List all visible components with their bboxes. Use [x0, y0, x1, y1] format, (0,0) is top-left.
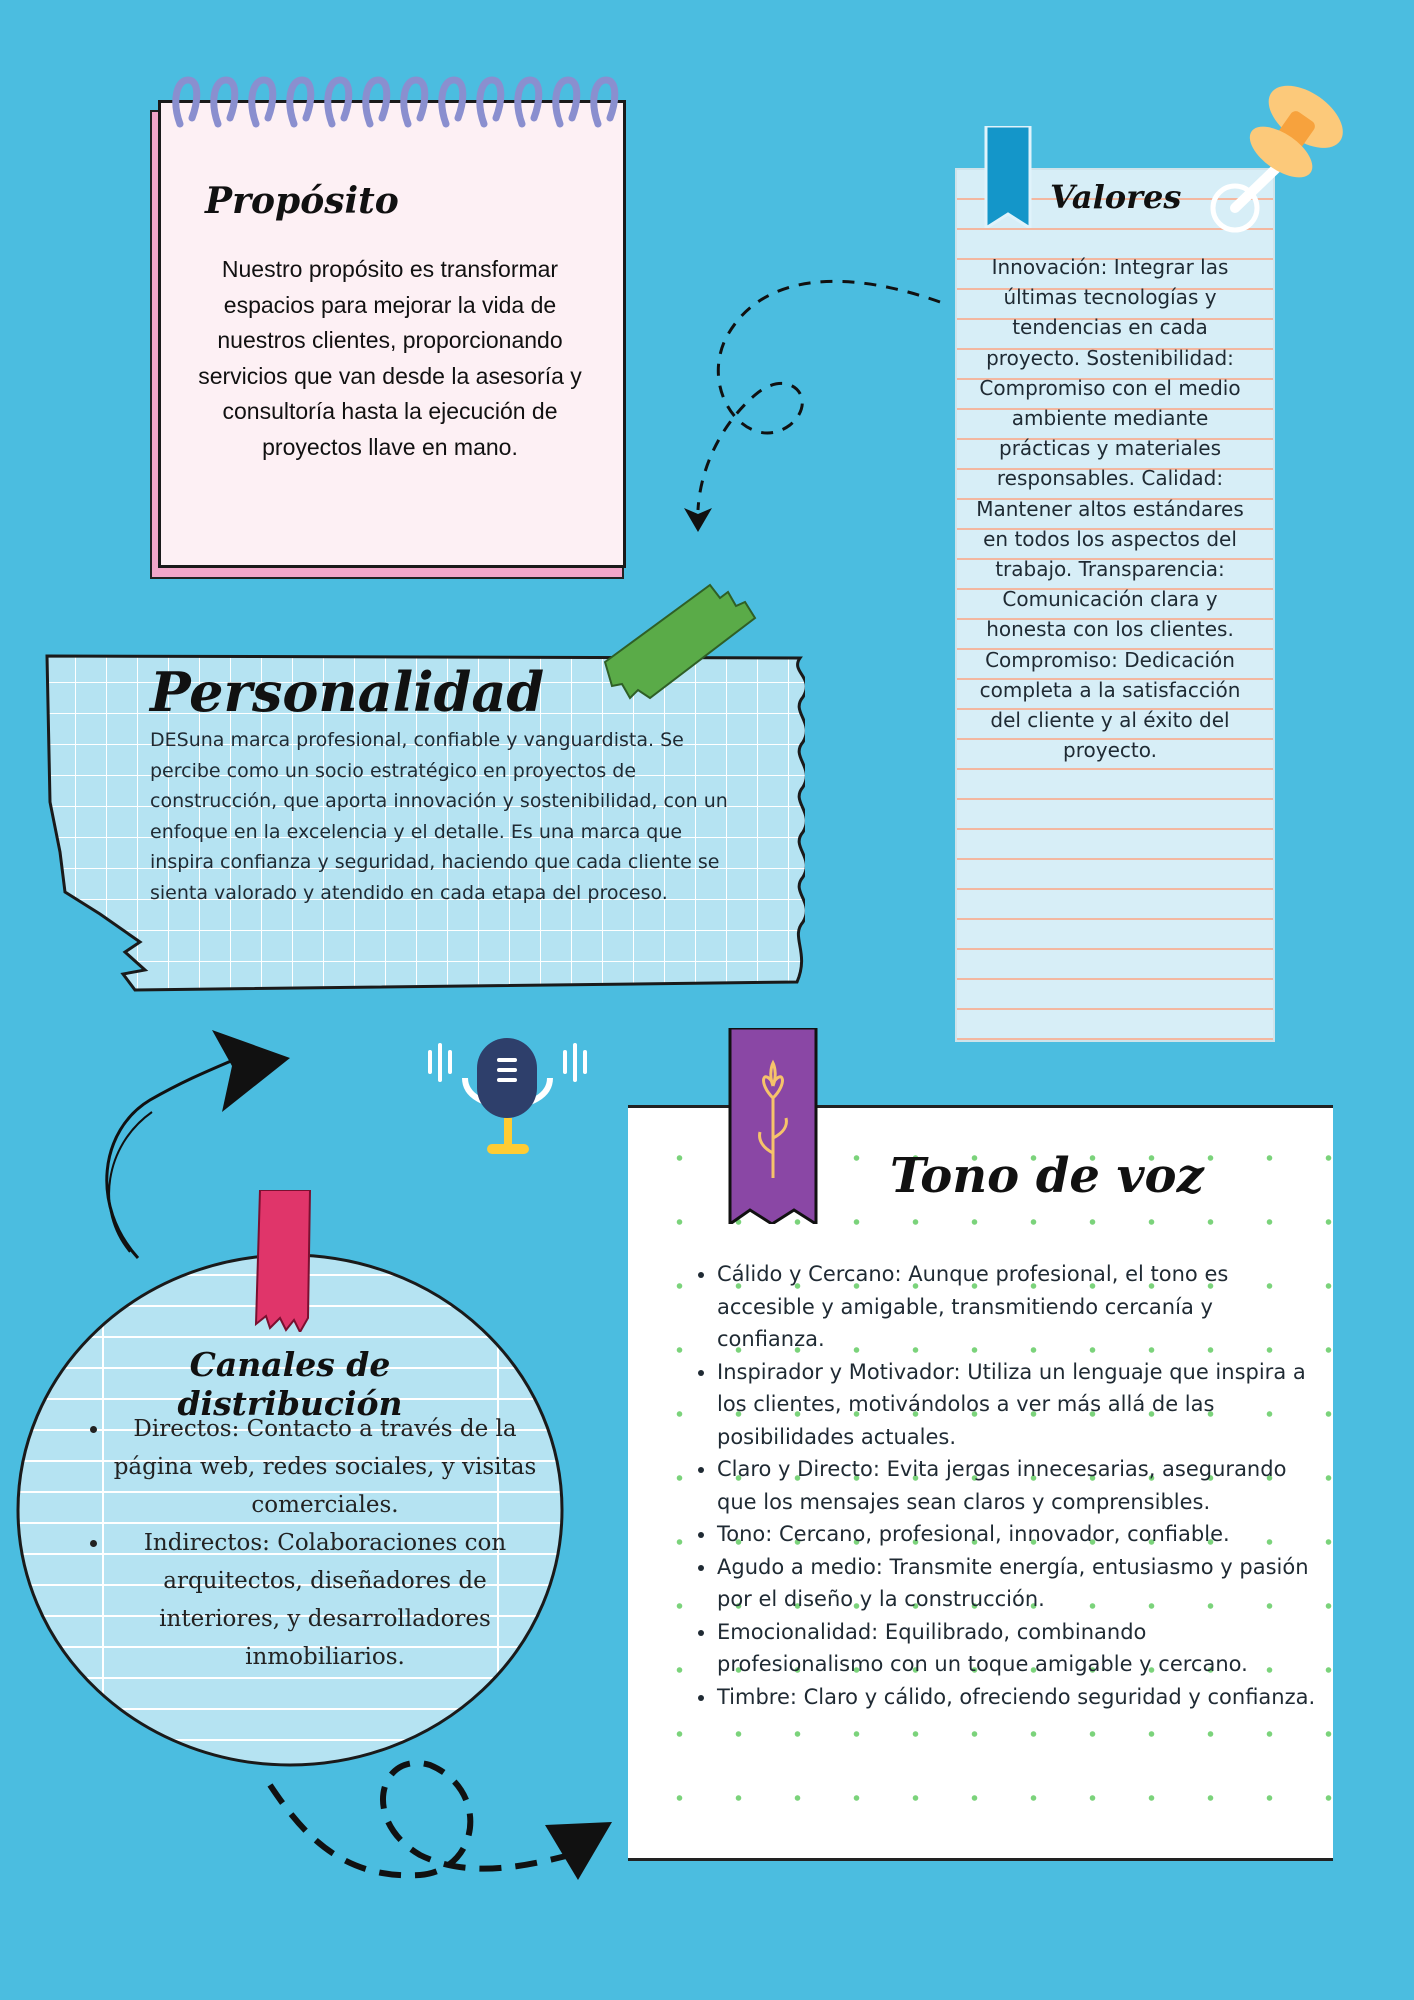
list-item: • Timbre: Claro y cálido, ofreciendo seguridad y confianza.	[717, 1681, 1317, 1714]
proposito-body: Nuestro propósito es transformar espacios para mejorar la vida de nuestros clientes, proporcionando servicios que van desde la asesoría y consultoría hasta la ejecución de proyectos llave en mano.	[198, 256, 582, 460]
valores-body: Innovación: Integrar las últimas tecnologías y tendencias en cada proyecto. Sostenibilidad: Compromiso con el medio ambiente mediante prácticas y materiales responsables. Calidad: Mantener altos estándares en todos los aspectos del trabajo. Transparencia: Comunicación clara y honesta con los clientes. Compromiso: Dedicación completa a la satisfacción del cliente y al éxito del proyecto.	[976, 255, 1244, 763]
microphone-icon	[425, 1030, 590, 1170]
list-item: • Agudo a medio: Transmite energía, entusiasmo y pasión por el diseño y la construcción.	[717, 1551, 1317, 1616]
proposito-title: Propósito	[205, 180, 399, 222]
list-item: • Emocionalidad: Equilibrado, combinando profesionalismo con un toque amigable y cercano.	[717, 1616, 1317, 1681]
push-pin-icon	[1190, 70, 1360, 240]
tono-title: Tono de voz	[890, 1148, 1204, 1204]
list-item: • Directos: Contacto a través de la página web, redes sociales, y visitas comerciales.	[110, 1410, 540, 1524]
valores-title: Valores	[1050, 178, 1182, 216]
purple-ribbon	[728, 1028, 818, 1224]
tono-list	[693, 1258, 1317, 1713]
list-item: • Cálido y Cercano: Aunque profesional, el tono es accesible y amigable, transmitiendo cercanía y confianza.	[717, 1258, 1317, 1356]
list-item: • Indirectos: Colaboraciones con arquitectos, diseñadores de interiores, y desarrolladores inmobiliarios.	[110, 1524, 540, 1676]
spiral-rings	[172, 72, 622, 142]
canales-title: Canales de distribución	[177, 1345, 403, 1423]
canales-list	[70, 1410, 540, 1676]
list-item: • Tono: Cercano, profesional, innovador, confiable.	[717, 1518, 1317, 1551]
red-tape	[252, 1190, 314, 1332]
personalidad-title: Personalidad	[150, 660, 545, 724]
list-item: • Inspirador y Motivador: Utiliza un lenguaje que inspira a los clientes, motivándolos a ver más allá de las posibilidades actuales.	[717, 1356, 1317, 1454]
list-item: • Claro y Directo: Evita jergas innecesarias, asegurando que los mensajes sean claros y comprensibles.	[717, 1453, 1317, 1518]
blue-bookmark	[984, 126, 1032, 228]
personalidad-body: DESuna marca profesional, confiable y vanguardista. Se percibe como un socio estratégico en proyectos de construcción, que aporta innovación y sostenibilidad, con un enfoque en la excelencia y el detalle. Es una marca que inspira confianza y seguridad, haciendo que cada cliente se sienta valorado y atendido en cada etapa del proceso.	[150, 729, 728, 904]
green-tape	[600, 580, 760, 715]
